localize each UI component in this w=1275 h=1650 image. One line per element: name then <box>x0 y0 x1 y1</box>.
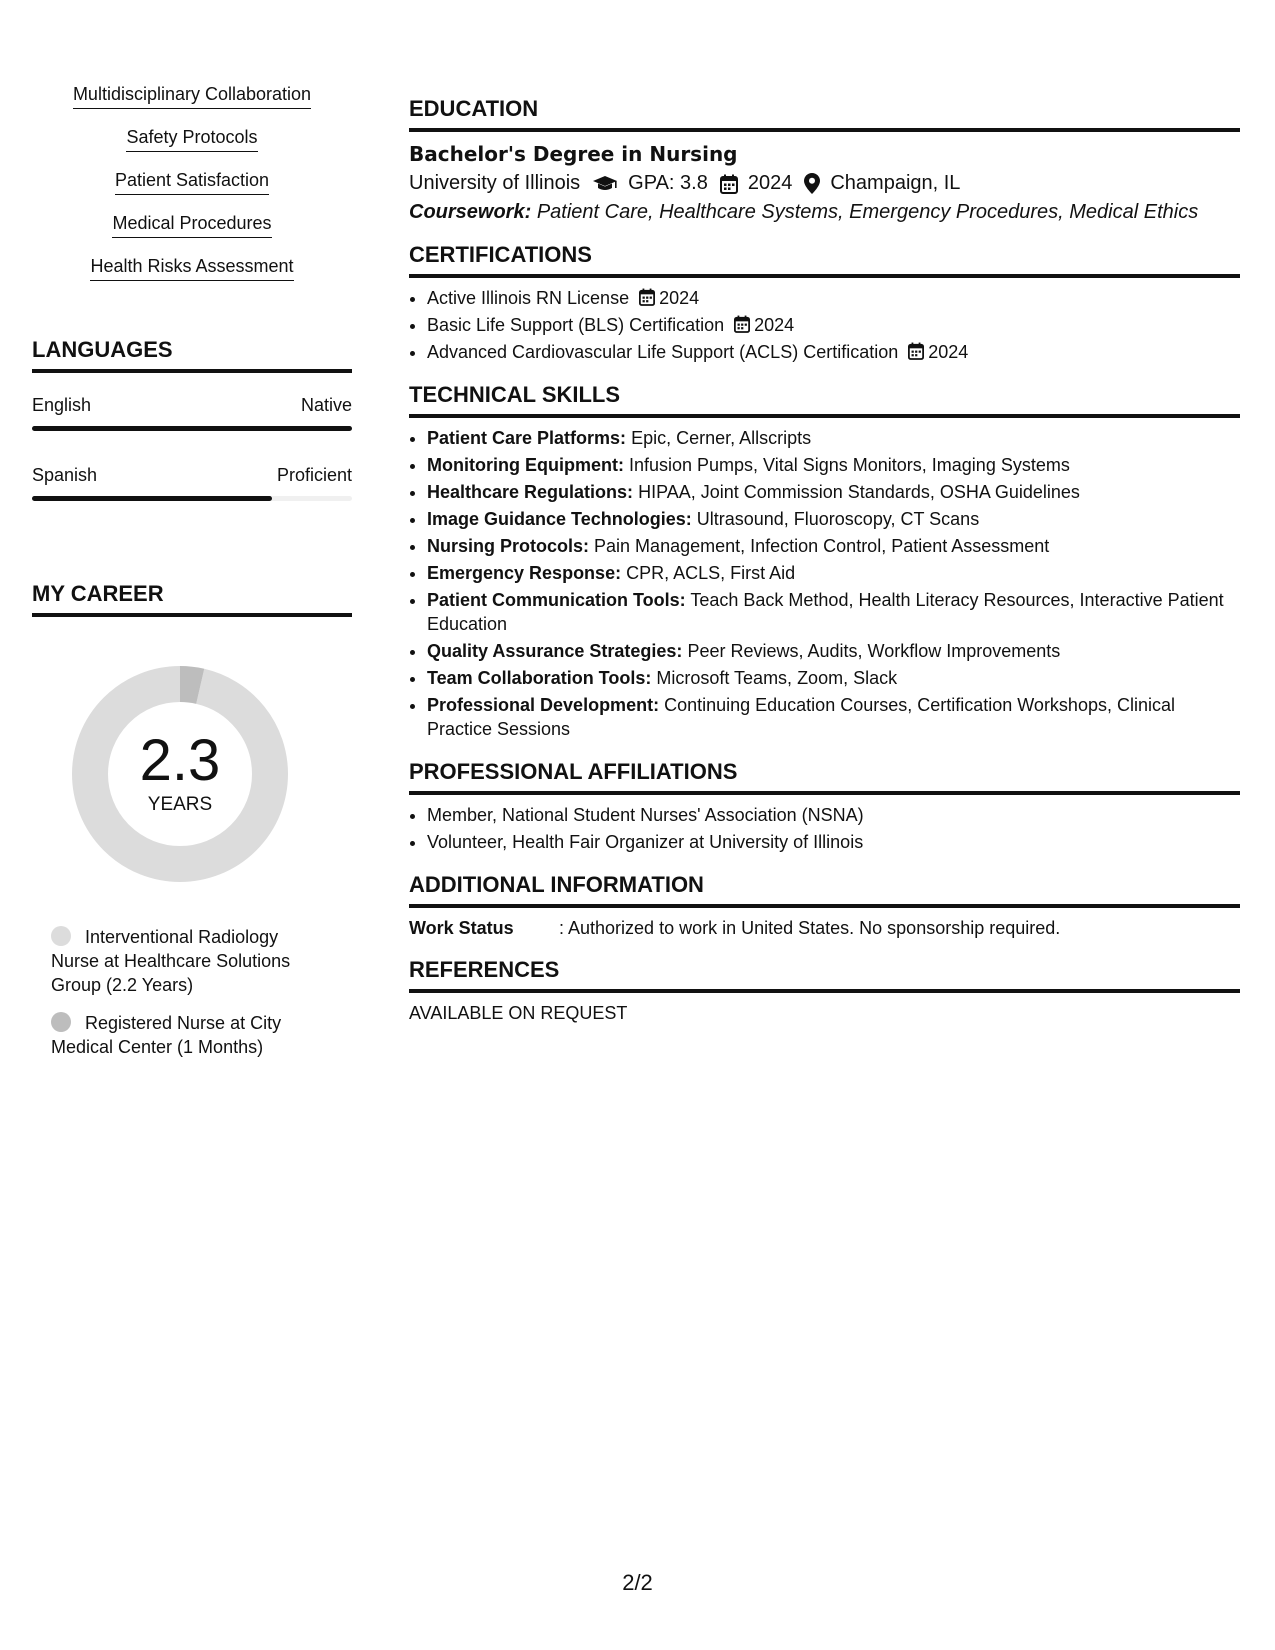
work-status-value: : Authorized to work in United States. No sponsorship required. <box>559 918 1061 938</box>
degree-title: Bachelor's Degree in Nursing <box>409 142 738 166</box>
skill-value: Continuing Education Courses, Certification Workshops, Clinical Practice Sessions <box>427 695 1175 739</box>
technical-skill-item <box>427 480 1240 504</box>
references-section <box>409 957 1240 1024</box>
languages-heading: LANGUAGES <box>32 337 352 373</box>
skill-value: Ultrasound, Fluoroscopy, CT Scans <box>696 509 980 529</box>
calendar-icon <box>908 342 924 360</box>
career-donut-chart <box>65 659 295 889</box>
school-name: University of Illinois <box>409 172 581 194</box>
graduation-year: 2024 <box>747 172 793 194</box>
technical-skill-item <box>427 534 1240 558</box>
technical-skill-item <box>427 639 1240 663</box>
career-legend-item <box>51 1011 311 1059</box>
language-name: Spanish <box>32 465 98 485</box>
skill-tag: Medical Procedures <box>112 213 271 238</box>
career-legend-text: Registered Nurse at City Medical Center (1 Months) <box>51 1013 282 1057</box>
education-heading: EDUCATION <box>409 96 1240 132</box>
language-proficiency-bar <box>32 496 352 501</box>
technical-skill-item <box>427 561 1240 585</box>
skill-tag: Multidisciplinary Collaboration <box>73 84 311 109</box>
career-total-value: 2.3 <box>139 728 221 793</box>
coursework-list: Patient Care, Healthcare Systems, Emergency Procedures, Medical Ethics <box>536 201 1199 223</box>
coursework <box>409 201 1240 224</box>
affiliations-section <box>409 759 1240 854</box>
skills-list <box>32 84 352 299</box>
work-status-label: Work Status <box>409 918 514 938</box>
education-details <box>409 172 1240 195</box>
affiliation-item: • Member, National Student Nurses' Association (NSNA) <box>427 803 1240 827</box>
technical-skill-item <box>427 507 1240 531</box>
references-heading: REFERENCES <box>409 957 1240 993</box>
certification-name: Basic Life Support (BLS) Certification <box>427 315 725 335</box>
school-location: Champaign, IL <box>830 172 961 194</box>
coursework-label: Coursework: <box>409 201 532 223</box>
technical-skill-item <box>427 453 1240 477</box>
references-text: AVAILABLE ON REQUEST <box>409 1003 628 1023</box>
work-status-row <box>409 918 1240 939</box>
additional-info-heading: ADDITIONAL INFORMATION <box>409 872 1240 908</box>
skill-label: Emergency Response: <box>427 563 622 583</box>
certification-name: Advanced Cardiovascular Life Support (ACLS) Certification <box>427 342 899 362</box>
certifications-heading: CERTIFICATIONS <box>409 242 1240 278</box>
career-total-unit: YEARS <box>147 794 213 815</box>
language-proficiency-bar <box>32 426 352 431</box>
skill-value: Infusion Pumps, Vital Signs Monitors, Imaging Systems <box>628 455 1070 475</box>
technical-skill-item <box>427 588 1240 636</box>
skill-value: Teach Back Method, Health Literacy Resources, Interactive Patient Education <box>427 590 1224 634</box>
calendar-icon <box>639 288 655 306</box>
page-number: 2/2 <box>622 1570 653 1595</box>
skill-label: Team Collaboration Tools: <box>427 668 652 688</box>
skill-value: Epic, Cerner, Allscripts <box>631 428 812 448</box>
skill-value: HIPAA, Joint Commission Standards, OSHA Guidelines <box>638 482 1080 502</box>
career-legend-item <box>51 925 311 997</box>
donut-center <box>65 659 295 889</box>
career-legend <box>32 925 352 1059</box>
technical-skill-item <box>427 693 1240 741</box>
skill-tag: Safety Protocols <box>126 127 257 152</box>
career-legend-text: Interventional Radiology Nurse at Healthcare Solutions Group (2.2 Years) <box>51 927 291 995</box>
skill-value: CPR, ACLS, First Aid <box>626 563 796 583</box>
skill-label: Quality Assurance Strategies: <box>427 641 683 661</box>
affiliation-item: • Volunteer, Health Fair Organizer at University of Illinois <box>427 830 1240 854</box>
right-column <box>409 96 1240 1042</box>
skill-value: Pain Management, Infection Control, Patient Assessment <box>594 536 1050 556</box>
skill-label: Monitoring Equipment: <box>427 455 624 475</box>
certification-item <box>427 286 1240 310</box>
left-column <box>32 84 352 1073</box>
calendar-icon <box>734 315 750 333</box>
certification-year: 2024 <box>754 315 795 335</box>
skill-label: Image Guidance Technologies: <box>427 509 692 529</box>
skill-tag: Health Risks Assessment <box>90 256 293 281</box>
affiliations-heading: PROFESSIONAL AFFILIATIONS <box>409 759 1240 795</box>
certification-item <box>427 313 1240 337</box>
skill-value: Microsoft Teams, Zoom, Slack <box>656 668 898 688</box>
certification-item <box>427 340 1240 364</box>
legend-dot <box>51 1012 71 1032</box>
language-level: Native <box>300 395 352 415</box>
skill-label: Nursing Protocols: <box>427 536 590 556</box>
technical-skill-item <box>427 426 1240 450</box>
skill-label: Professional Development: <box>427 695 660 715</box>
certification-name: Active Illinois RN License <box>427 288 630 308</box>
technical-skills-heading: TECHNICAL SKILLS <box>409 382 1240 418</box>
map-pin-icon <box>804 173 820 194</box>
language-proficiency-fill <box>32 496 272 501</box>
skill-label: Healthcare Regulations: <box>427 482 634 502</box>
certification-year: 2024 <box>928 342 969 362</box>
certification-year: 2024 <box>659 288 700 308</box>
language-entry <box>32 395 352 431</box>
graduation-cap-icon <box>592 175 618 193</box>
technical-skills-section <box>409 382 1240 741</box>
calendar-icon <box>720 174 738 194</box>
skill-tag: Patient Satisfaction <box>115 170 269 195</box>
additional-info-section <box>409 872 1240 939</box>
language-proficiency-fill <box>32 426 352 431</box>
language-entry <box>32 465 352 501</box>
skill-value: Peer Reviews, Audits, Workflow Improvements <box>687 641 1061 661</box>
certifications-section <box>409 242 1240 364</box>
career-heading: MY CAREER <box>32 581 352 617</box>
legend-dot <box>51 926 71 946</box>
gpa-value: GPA: 3.8 <box>628 172 708 194</box>
language-name: English <box>32 395 92 415</box>
education-section <box>409 96 1240 224</box>
skill-label: Patient Communication Tools: <box>427 590 686 610</box>
technical-skill-item <box>427 666 1240 690</box>
skill-label: Patient Care Platforms: <box>427 428 627 448</box>
language-level: Proficient <box>276 465 352 485</box>
